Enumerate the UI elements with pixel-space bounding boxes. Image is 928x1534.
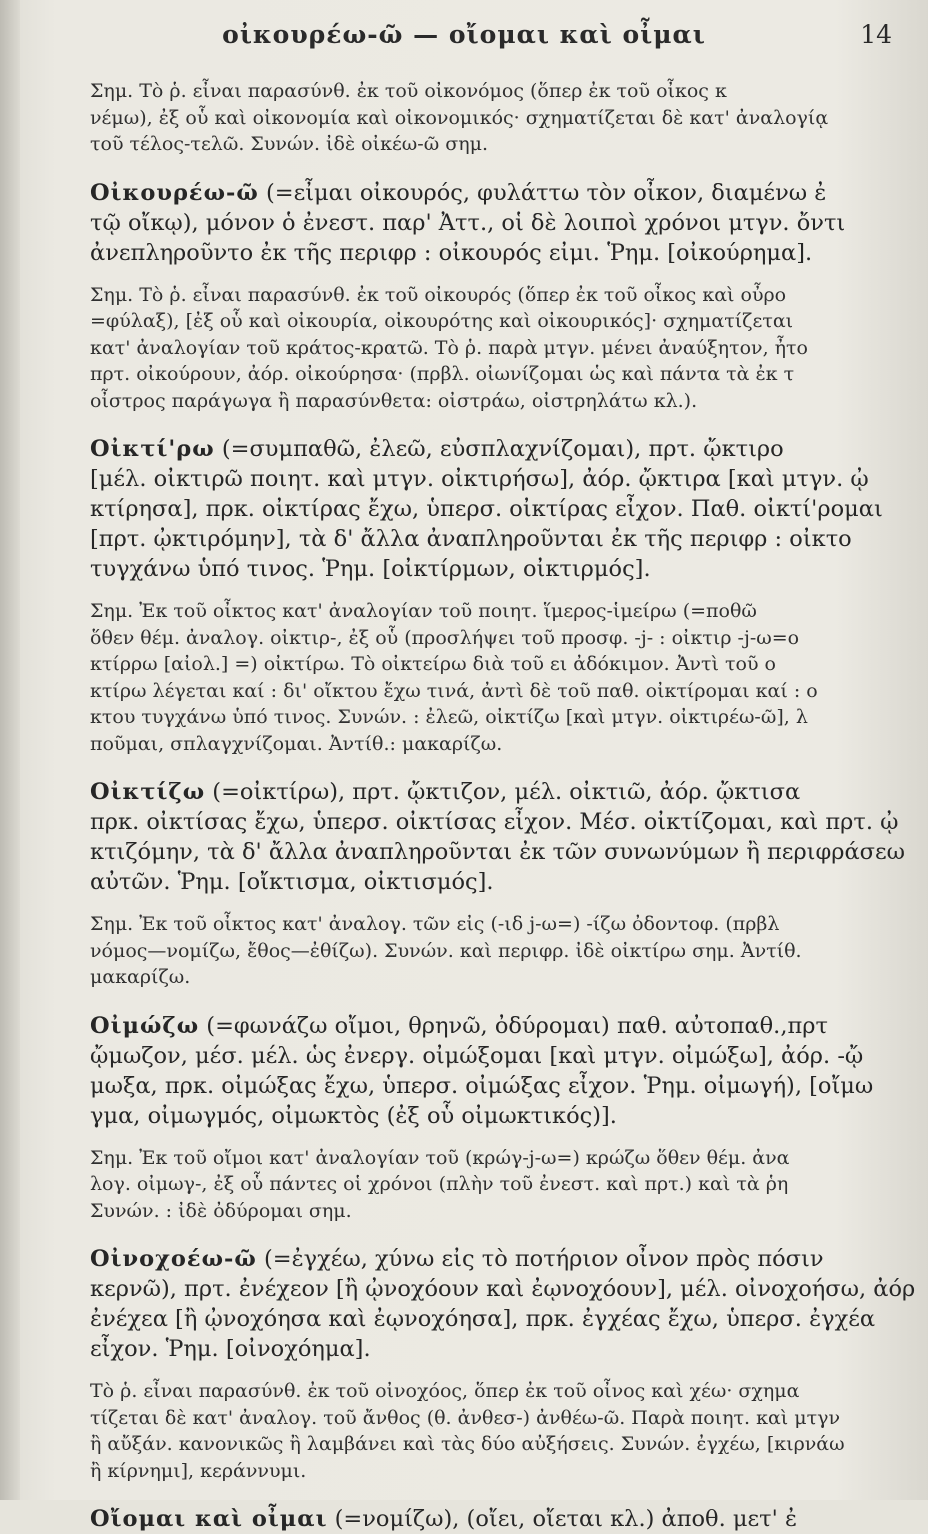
book-spine-shadow: [0, 0, 20, 1500]
note-line: λογ. οἰμωγ-, ἐξ οὗ πάντες οἱ χρόνοι (πλὴν τοῦ ἐνεστ. καὶ πρτ.) καὶ τὰ ῥη: [90, 1173, 789, 1195]
note-line: ποῦμαι, σπλαγχνίζομαι. Ἀντίθ.: μακαρίζω.: [90, 732, 503, 755]
dictionary-text: [90, 78, 920, 1532]
entry-oiomai: [90, 1504, 920, 1534]
entry-oimozo: [90, 1011, 920, 1131]
entry-text: (=οἰκτίρω), πρτ. ᾤκτιζον, μέλ. οἰκτιῶ, ἀόρ. ᾤκτισα: [212, 779, 801, 805]
note-line: κτίρω λέγεται καί : δι' οἴκτου ἔχω τινά, ἀντὶ δὲ τοῦ παθ. οἰκτίρομαι καί : ο: [90, 679, 818, 702]
headword: Οἰκτίζω: [90, 779, 206, 805]
entry-line: [πρτ. ᾠκτιρόμην], τὰ δ' ἄλλα ἀναπληροῦνται ἐκ τῆς περιφρ : οἰκτο: [90, 526, 852, 552]
entry-line: ᾤμωζον, μέσ. μέλ. ὡς ἐνεργ. οἰμώξομαι [καὶ μτγν. οἰμώξω], ἀόρ. -ᾤ: [90, 1042, 864, 1069]
page-number: 14: [860, 20, 892, 49]
entry-text: (=εἶμαι οἰκουρός, φυλάττω τὸν οἶκον, διαμένω ἐ: [265, 179, 827, 206]
note-oiktiro: [90, 598, 920, 757]
entry-line: γμα, οἰμωγμός, οἰμωκτὸς (ἐξ οὗ οἰμωκτικός)].: [90, 1102, 617, 1129]
note-oikoureo: [90, 282, 920, 415]
running-title: οἰκουρέω-ῶ — οἴομαι καὶ οἶμαι: [222, 20, 706, 49]
entry-text: (=συμπαθῶ, ἐλεῶ, εὐσπλαχνίζομαι), πρτ. ᾤκτιρο: [221, 436, 784, 462]
note-line: Σημ. Ἐκ τοῦ οἴμοι κατ' ἀναλογίαν τοῦ (κρώγ-j-ω=) κρώζω ὅθεν θέμ. ἀνα: [90, 1146, 790, 1169]
note-line: οἶστρος παράγωγα ἢ παρασύνθετα: οἰστράω, οἰστρηλάτω κλ.).: [90, 389, 698, 412]
entry-line: ἀνεπληροῦντο ἐκ τῆς περιφρ : οἰκουρός εἰμι. Ῥημ. [οἰκούρημα].: [90, 239, 813, 266]
headword: Οἰνοχοέω-ῶ: [90, 1246, 257, 1272]
note-line: Σημ. Ἐκ τοῦ οἶκτος κατ' ἀναλογίαν τοῦ ποιητ. ἵμερος-ἱμείρω (=ποθῶ: [90, 600, 757, 622]
entry-line: [μέλ. οἰκτιρῶ ποιητ. καὶ μτγν. οἰκτιρήσω], ἀόρ. ᾤκτιρα [καὶ μτγν. ᾠ: [90, 466, 869, 492]
note-line: τίζεται δὲ κατ' ἀναλογ. τοῦ ἄνθος (θ. ἀνθεσ-) ἀνθέω-ῶ. Παρὰ ποιητ. καὶ μτγν: [90, 1406, 841, 1429]
entry-line: εἶχον. Ῥημ. [οἰνοχόημα].: [90, 1336, 371, 1362]
note-line: τοῦ τέλος-τελῶ. Συνών. ἰδὲ οἰκέω-ῶ σημ.: [90, 133, 488, 155]
note-line: νόμος—νομίζω, ἔθος—ἐθίζω). Συνών. καὶ περιφρ. ἰδὲ οἰκτίρω σημ. Ἀντίθ.: [90, 939, 802, 962]
note-line: =φύλαξ), [ἐξ οὗ καὶ οἰκουρία, οἰκουρότης καὶ οἰκουρικός]· σχηματίζεται: [90, 310, 794, 332]
note-line: ἢ αὔξάν. κανονικῶς ἢ λαμβάνει καὶ τὰς δύο αὐξήσεις. Συνών. ἐγχέω, [κιρνάω: [90, 1433, 845, 1455]
note-line: ὅθεν θέμ. ἀναλογ. οἰκτιρ-, ἐξ οὗ (προσλήψει τοῦ προσφ. -j- : οἰκτιρ -j-ω=ο: [90, 626, 800, 649]
note-line: ἢ κίρνημι], κεράννυμι.: [90, 1459, 307, 1482]
page-header: [0, 20, 928, 64]
note-oimozo: [90, 1145, 920, 1225]
note-oikonomeo: [90, 78, 920, 158]
entry-line: κτίρησα], πρκ. οἰκτίρας ἔχω, ὑπερσ. οἰκτίρας εἶχον. Παθ. οἰκτί'ρομαι: [90, 496, 883, 522]
note-line: Σημ. Ἐκ τοῦ οἶκτος κατ' ἀναλογ. τῶν εἰς (-ιδ j-ω=) -ίζω ὀδοντοφ. (πρβλ: [90, 913, 780, 935]
headword: Οἰκουρέω-ῶ: [90, 179, 259, 206]
entry-oinochoeo: [90, 1244, 920, 1364]
entry-oiktiro: [90, 434, 920, 584]
entry-text: (=νομίζω), (οἴει, οἴεται κλ.) ἀποθ. μετ' ἐ: [334, 1506, 798, 1532]
note-oinochoeo: [90, 1378, 920, 1484]
headword: Οἰμώζω: [90, 1012, 200, 1039]
note-line: νέμω), ἐξ οὗ καὶ οἰκονομία καὶ οἰκονομικός· σχηματίζεται δὲ κατ' ἀναλογίᾳ: [90, 106, 829, 129]
note-line: κτου τυγχάνω ὑπό τινος. Συνών. : ἐλεῶ, οἰκτίζω [καὶ μτγν. οἰκτιρέω-ῶ], λ: [90, 706, 808, 728]
headword: Οἴομαι καὶ οἶμαι: [90, 1506, 328, 1532]
entry-text: (=φωνάζω οἴμοι, θρηνῶ, ὀδύρομαι) παθ. αὐτοπαθ.,πρτ: [206, 1012, 828, 1039]
headword: Οἰκτί'ρω: [90, 436, 215, 462]
note-line: Σημ. Τὸ ῥ. εἶναι παρασύνθ. ἐκ τοῦ οἰκονόμος (ὅπερ ἐκ τοῦ οἶκος κ: [90, 80, 727, 102]
entry-oiktizo: [90, 777, 920, 897]
entry-line: κτιζόμην, τὰ δ' ἄλλα ἀναπληροῦνται ἐκ τῶν συνωνύμων ἢ περιφράσεω: [90, 839, 906, 865]
entry-line: κερνῶ), πρτ. ἐνέχεον [ἢ ᾠνοχόουν καὶ ἐῳνοχόουν], μέλ. οἰνοχοήσω, ἀόρ: [90, 1276, 916, 1302]
note-line: κτίρρω [αἰολ.] =) οἰκτίρω. Τὸ οἰκτείρω διὰ τοῦ ει ἀδόκιμον. Ἀντὶ τοῦ ο: [90, 653, 776, 675]
note-line: μακαρίζω.: [90, 966, 191, 988]
entry-oikoureo: [90, 178, 920, 268]
entry-line: μωξα, πρκ. οἰμώξας ἔχω, ὑπερσ. οἰμώξας εἶχον. Ῥημ. οἰμωγή), [οἴμω: [90, 1072, 874, 1099]
note-line: Τὸ ῥ. εἶναι παρασύνθ. ἐκ τοῦ οἰνοχόος, ὅπερ ἐκ τοῦ οἶνος καὶ χέω· σχημα: [90, 1380, 800, 1402]
entry-line: τυγχάνω ὑπό τινος. Ῥημ. [οἰκτίρμων, οἰκτιρμός].: [90, 556, 651, 582]
entry-line: πρκ. οἰκτίσας ἔχω, ὑπερσ. οἰκτίσας εἶχον. Μέσ. οἰκτίζομαι, καὶ πρτ. ᾠ: [90, 809, 899, 835]
entry-line: αὐτῶν. Ῥημ. [οἴκτισμα, οἰκτισμός].: [90, 869, 494, 895]
note-line: πρτ. οἰκούρουν, ἀόρ. οἰκούρησα· (πρβλ. οἰωνίζομαι ὡς καὶ πάντα τὰ ἐκ τ: [90, 363, 795, 385]
note-oiktizo: [90, 911, 920, 991]
entry-line: τῷ οἴκῳ), μόνον ὁ ἐνεστ. παρ' Ἀττ., οἱ δὲ λοιποὶ χρόνοι μτγν. ὄντι: [90, 209, 846, 236]
entry-text: (=ἐγχέω, χύνω εἰς τὸ ποτήριον οἶνον πρὸς πόσιν: [263, 1246, 824, 1272]
note-line: Σημ. Τὸ ῥ. εἶναι παρασύνθ. ἐκ τοῦ οἰκουρός (ὅπερ ἐκ τοῦ οἶκος καὶ οὖρο: [90, 283, 787, 306]
entry-line: ἐνέχεα [ἢ ᾠνοχόησα καὶ ἐῳνοχόησα], πρκ. ἐγχέας ἔχω, ὑπερσ. ἐγχέα: [90, 1306, 876, 1332]
note-line: κατ' ἀναλογίαν τοῦ κράτος-κρατῶ. Τὸ ῥ. παρὰ μτγν. μένει ἀναύξητον, ἦτο: [90, 336, 808, 359]
note-line: Συνών. : ἰδὲ ὀδύρομαι σημ.: [90, 1199, 352, 1222]
